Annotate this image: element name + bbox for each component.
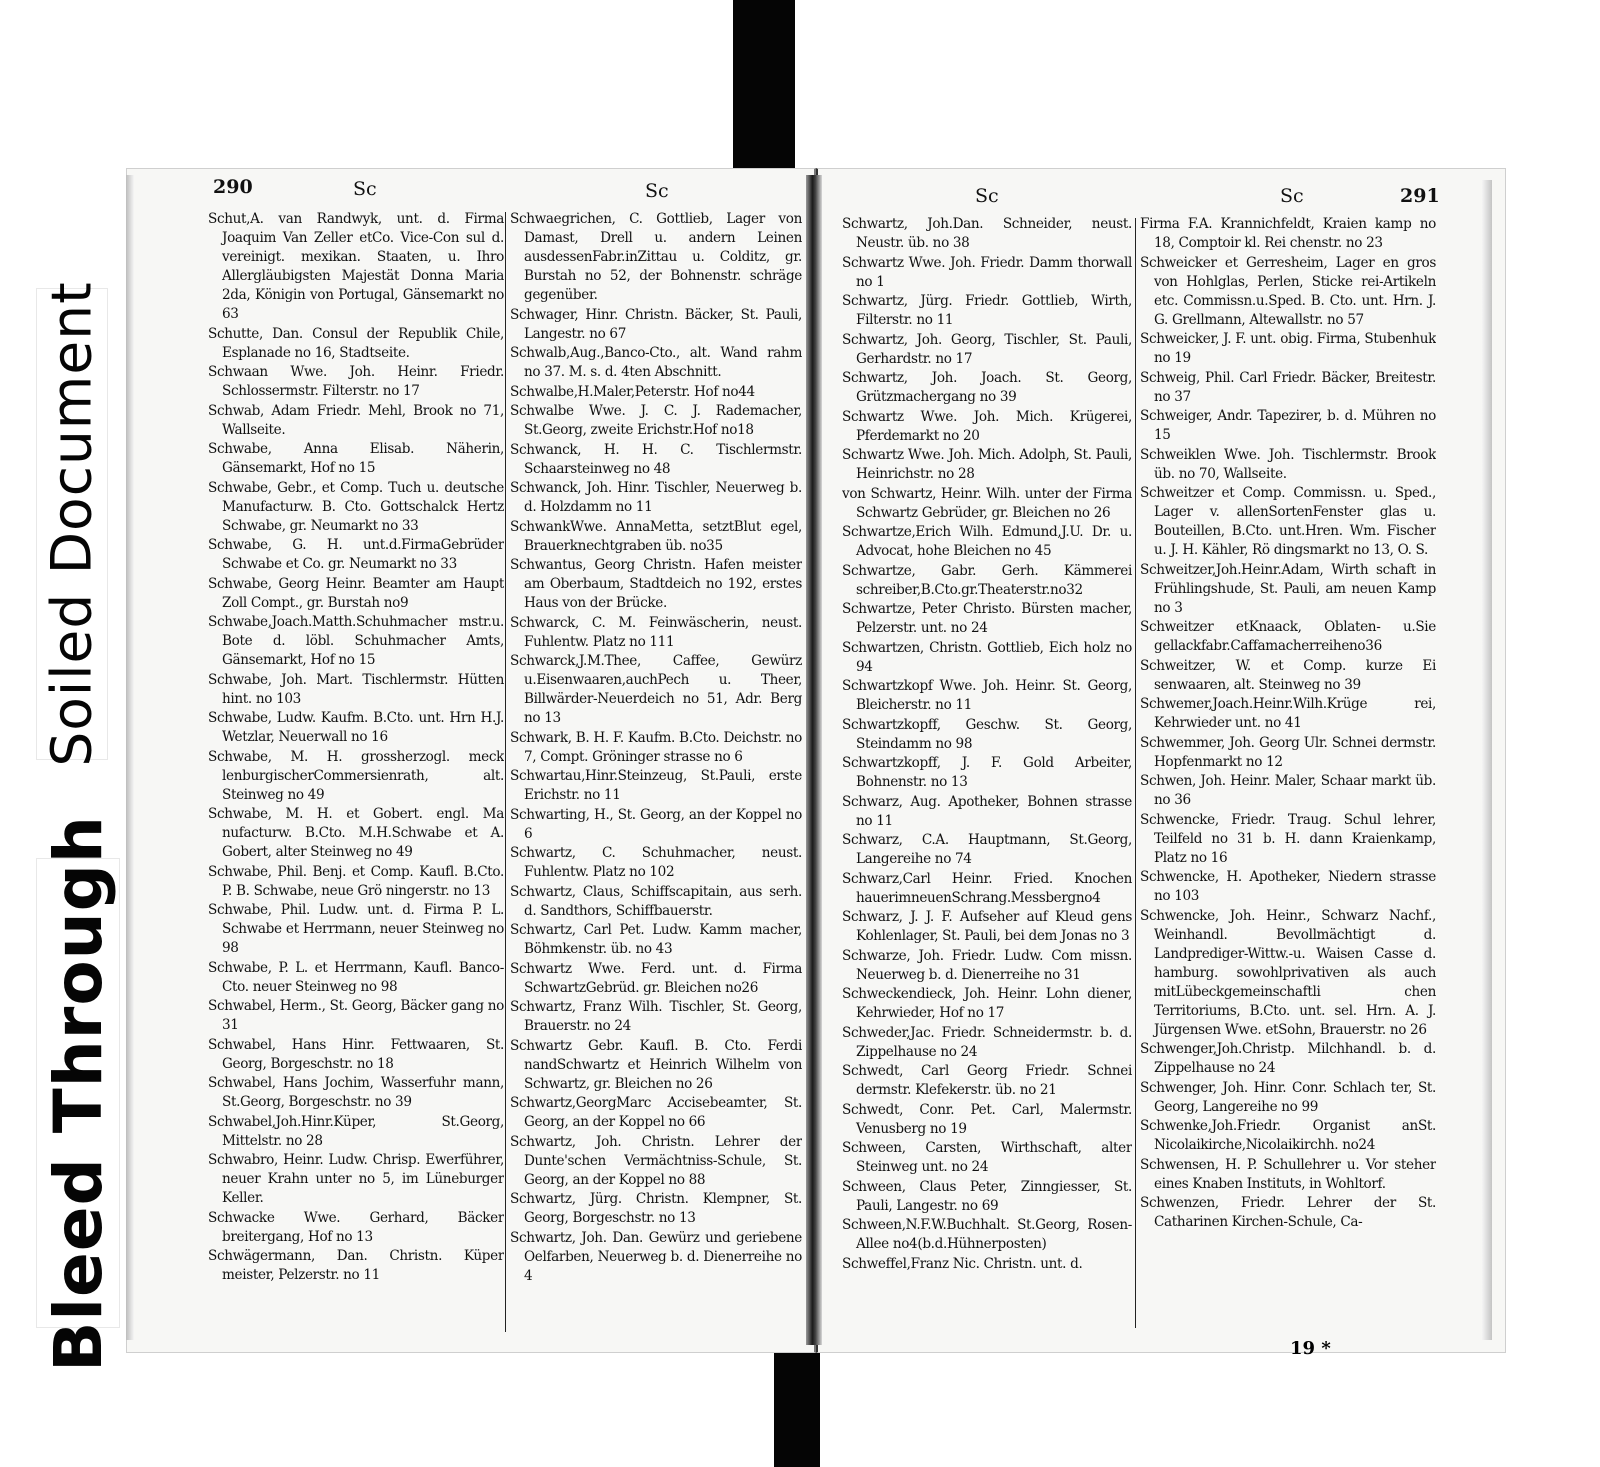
directory-entry: Schwartze, Peter Christo. Bürsten macher, Pelzerstr. unt. no 24: [842, 601, 1132, 636]
directory-entry: Schwabe,Joach.Matth.Schuhmacher mstr.u. Bote d. löbl. Schuhmacher Amts, Gänsemarkt, Hof no 15: [208, 614, 504, 668]
directory-entry: Schwedt, Carl Georg Friedr. Schnei dermstr. Klefekerstr. üb. no 21: [842, 1063, 1132, 1098]
directory-entry: Schweig, Phil. Carl Friedr. Bäcker, Breitestr. no 37: [1140, 369, 1436, 405]
binding-tape-bottom: [774, 1342, 820, 1467]
directory-entry: Schwenzen, Friedr. Lehrer der St. Catharinen Kirchen-Schule, Ca-: [1140, 1195, 1436, 1230]
directory-entry: Schwabro, Heinr. Ludw. Chrisp. Ewerführer, neuer Krahn unter no 5, im Lüneburger Keller.: [208, 1152, 504, 1206]
directory-entry: Schwaegrichen, C. Gottlieb, Lager von Damast, Drell u. andern Leinen ausdessenFabr.inZittau u. Colditz, gr. Burstah no 52, der Bohnenstr. schräge gegenüber.: [510, 211, 802, 303]
directory-entry: Schweder,Jac. Friedr. Schneidermstr. b. d. Zippelhause no 24: [842, 1024, 1132, 1060]
directory-entry: Schwabe, M. H. grossherzogl. meck lenburgischerCommersienrath, alt. Steinweg no 49: [208, 748, 504, 803]
directory-entry: Schutte, Dan. Consul der Republik Chile, Esplanade no 16, Stadtseite.: [208, 325, 504, 361]
directory-entry: Schweicker, J. F. unt. obig. Firma, Stubenhuk no 19: [1140, 331, 1436, 366]
directory-entry: Schwarz, Aug. Apotheker, Bohnen strasse no 11: [842, 793, 1132, 829]
directory-entry: Schweitzer etKnaack, Oblaten- u.Sie gellackfabr.Caffamacherreiheno36: [1140, 619, 1436, 654]
left-page-number: 290: [213, 176, 253, 198]
directory-entry: Schwabe, Anna Elisab. Näherin, Gänsemarkt, Hof no 15: [208, 441, 504, 476]
left-page-edge: [126, 175, 134, 1340]
directory-entry: Schwartzkopff, J. F. Gold Arbeiter, Bohnenstr. no 13: [842, 755, 1132, 790]
directory-entry: Schwabel, Herm., St. Georg, Bäcker gang no 31: [208, 998, 504, 1033]
left-page-column-b: [510, 210, 802, 1340]
right-header-b: Sc: [1280, 185, 1304, 207]
directory-entry: Schweiklen Wwe. Joh. Tischlermstr. Brook üb. no 70, Wallseite.: [1140, 446, 1436, 482]
directory-entry: Schwartz, Joh. Dan. Gewürz und geriebene Oelfarben, Neuerweg b. d. Dienerreihe no 4: [510, 1229, 802, 1284]
directory-entry: Schwartz, Joh.Dan. Schneider, neust. Neustr. üb. no 38: [842, 216, 1132, 251]
right-page-column-a: [842, 215, 1132, 1340]
directory-entry: Schwemer,Joach.Heinr.Wilh.Krüge rei, Kehrwieder unt. no 41: [1140, 696, 1436, 731]
directory-entry: Schwartz,GeorgMarc Accisebeamter, St. Georg, an der Koppel no 66: [510, 1095, 802, 1130]
directory-entry: Schweitzer, W. et Comp. kurze Ei senwaaren, alt. Steinweg no 39: [1140, 657, 1436, 693]
directory-entry: Schwalbe Wwe. J. C. J. Rademacher, St.Georg, zweite Erichstr.Hof no18: [510, 403, 802, 438]
directory-entry: Schweicker et Gerresheim, Lager en gros von Hohlglas, Perlen, Sticke rei-Artikeln etc. Commissn.u.Sped. B. Cto. unt. Hrn. J. G. Grellmann, Altewallstr. no 57: [1140, 254, 1436, 328]
directory-entry: SchwankWwe. AnnaMetta, setztBlut egel, Brauerknechtgraben üb. no35: [510, 518, 802, 554]
directory-entry: Schwark, B. H. F. Kaufm. B.Cto. Deichstr. no 7, Compt. Gröninger strasse no 6: [510, 729, 802, 765]
directory-entry: Schwarz,Carl Heinr. Fried. Knochen hauerimneuenSchrang.Messbergno4: [842, 870, 1132, 906]
directory-entry: Schweffel,Franz Nic. Christn. unt. d.: [842, 1255, 1083, 1272]
directory-entry: Schwabe, P. L. et Herrmann, Kaufl. Banco-Cto. neuer Steinweg no 98: [208, 959, 504, 995]
directory-entry: Schwartz Wwe. Joh. Mich. Adolph, St. Pauli, Heinrichstr. no 28: [842, 447, 1132, 482]
directory-entry: Schwartz Wwe. Joh. Friedr. Damm thorwall no 1: [842, 254, 1132, 290]
directory-entry: Schwencke, Friedr. Traug. Schul lehrer, Teilfeld no 31 b. H. dann Kraienkamp, Platz no 16: [1140, 811, 1436, 866]
directory-entry: Schwabe, M. H. et Gobert. engl. Ma nufacturw. B.Cto. M.H.Schwabe et A. Gobert, alter Steinweg no 49: [208, 806, 504, 860]
left-page-column-a: [208, 210, 504, 1340]
directory-entry: Schwabe, Joh. Mart. Tischlermstr. Hütten hint. no 103: [208, 671, 504, 707]
directory-entry: Schwartze, Gabr. Gerh. Kämmerei schreiber,B.Cto.gr.Theaterstr.no32: [842, 562, 1132, 598]
directory-entry: Schwedt, Conr. Pet. Carl, Malermstr. Venusberg no 19: [842, 1101, 1132, 1137]
directory-entry: Schwen, Joh. Heinr. Maler, Schaar markt üb. no 36: [1140, 773, 1436, 808]
directory-entry: Schwartzen, Christn. Gottlieb, Eich holz no 94: [842, 639, 1132, 675]
directory-entry: Schwencke, Joh. Heinr., Schwarz Nachf., Weinhandl. Bevollmächtigt d. Landprediger-Wittw.-u. Waisen Casse d. hamburg. sowohlprivativen als auch mitLübeckgemeinschaftli chen Territoriums, B.Cto. unt. sel. Hrn. A. J. Jürgensen Wwe. etSohn, Brauerstr. no 26: [1140, 907, 1436, 1038]
directory-entry: Firma F.A. Krannichfeldt, Kraien kamp no 18, Comptoir kl. Rei chenstr. no 23: [1140, 216, 1436, 251]
directory-entry: Schwarting, H., St. Georg, an der Koppel no 6: [510, 806, 802, 842]
right-header-a: Sc: [975, 185, 999, 207]
directory-entry: Schwensen, H. P. Schullehrer u. Vor steher eines Knaben Instituts, in Wohltorf.: [1140, 1156, 1436, 1192]
directory-entry: Schwartz, Carl Pet. Ludw. Kamm macher, Böhmkenstr. üb. no 43: [510, 922, 802, 957]
directory-entry: Schweitzer,Joh.Heinr.Adam, Wirth schaft in Frühlingshude, St. Pauli, am neuen Kamp no 3: [1140, 561, 1436, 616]
left-column-rule: [505, 212, 506, 1332]
directory-entry: Schwager, Hinr. Christn. Bäcker, St. Pauli, Langestr. no 67: [510, 306, 802, 342]
directory-entry: Schwabe, Georg Heinr. Beamter am Haupt Zoll Compt., gr. Burstah no9: [208, 575, 504, 611]
directory-entry: Schwabel, Hans Hinr. Fettwaaren, St. Georg, Borgeschstr. no 18: [208, 1036, 504, 1072]
directory-entry: Schwarck, C. M. Feinwäscherin, neust. Fuhlentw. Platz no 111: [510, 614, 802, 650]
directory-entry: Schween, Claus Peter, Zinngiesser, St. Pauli, Langestr. no 69: [842, 1178, 1132, 1214]
binding-tape-top: [733, 0, 795, 180]
book-gutter: [806, 175, 822, 1345]
directory-entry: Schwabe, Ludw. Kaufm. B.Cto. unt. Hrn H.J. Wetzlar, Neuerwall no 16: [208, 710, 504, 745]
directory-entry: Schwabel,Joh.Hinr.Küper, St.Georg, Mittelstr. no 28: [208, 1113, 504, 1149]
directory-entry: Schwencke, H. Apotheker, Niedern strasse no 103: [1140, 869, 1436, 904]
directory-entry: Schween, Carsten, Wirthschaft, alter Steinweg unt. no 24: [842, 1140, 1132, 1175]
directory-entry: Schwartz Wwe. Ferd. unt. d. Firma SchwartzGebrüd. gr. Bleichen no26: [510, 960, 802, 996]
directory-entry: Schwartz, Claus, Schiffscapitain, aus serh. d. Sandthors, Schiffbauerstr.: [510, 883, 802, 919]
directory-entry: Schwartze,Erich Wilh. Edmund,J.U. Dr. u. Advocat, hohe Bleichen no 45: [842, 524, 1132, 559]
directory-entry: Schwabel, Hans Jochim, Wasserfuhr mann, St.Georg, Borgeschstr. no 39: [208, 1075, 504, 1110]
directory-entry: Schwabe, Phil. Ludw. unt. d. Firma P. L. Schwabe et Herrmann, neuer Steinweg no 98: [208, 902, 504, 956]
directory-entry: Schwenke,Joh.Friedr. Organist anSt. Nicolaikirche,Nicolaikirchh. no24: [1140, 1118, 1436, 1153]
right-page-edge: [1482, 180, 1492, 1340]
directory-entry: Schweiger, Andr. Tapezirer, b. d. Mühren no 15: [1140, 408, 1436, 443]
directory-entry: Schwarck,J.M.Thee, Caffee, Gewürz u.Eisenwaaren,auchPech u. Theer, Billwärder-Neuerdeich no 51, Adr. Berg no 13: [510, 653, 802, 726]
soiled-document-label: Soiled Document: [40, 281, 105, 767]
directory-entry: von Schwartz, Heinr. Wilh. unter der Firma Schwartz Gebrüder, gr. Bleichen no 26: [842, 485, 1132, 521]
directory-entry: Schwabe, Phil. Benj. et Comp. Kaufl. B.Cto. P. B. Schwabe, neue Grö ningerstr. no 13: [208, 863, 504, 899]
directory-entry: Schwarz, J. J. F. Aufseher auf Kleud gens Kohlenlager, St. Pauli, bei dem Jonas no 3: [842, 909, 1132, 944]
directory-entry: Schwabe, G. H. unt.d.FirmaGebrüder Schwabe et Co. gr. Neumarkt no 33: [208, 537, 504, 572]
signature-mark: 19 *: [1290, 1338, 1331, 1359]
directory-entry: Schwartz, Jürg. Friedr. Gottlieb, Wirth, Filterstr. no 11: [842, 293, 1132, 328]
directory-entry: Schwartz Gebr. Kaufl. B. Cto. Ferdi nandSchwartz et Heinrich Wilhelm von Schwartz, gr. Bleichen no 26: [510, 1037, 802, 1092]
directory-entry: Schween,N.F.W.Buchhalt. St.Georg, Rosen-Allee no4(b.d.Hühnerposten): [842, 1217, 1132, 1252]
left-header-b: Sc: [645, 180, 669, 202]
directory-entry: Schwägermann, Dan. Christn. Küper meister, Pelzerstr. no 11: [208, 1248, 504, 1283]
directory-entry: Schwartz, Jürg. Christn. Klempner, St. Georg, Borgeschstr. no 13: [510, 1191, 802, 1226]
bleed-through-label: Bleed Through: [39, 814, 117, 1372]
directory-entry: Schwab, Adam Friedr. Mehl, Brook no 71, Wallseite.: [208, 402, 504, 438]
directory-entry: Schweitzer et Comp. Commissn. u. Sped., Lager v. allenSortenFenster glas u. Bouteillen, B.Cto. unt.Hren. Wm. Fischer u. J. H. Kähler, Rö dingsmarkt no 13, O. S.: [1140, 485, 1436, 558]
directory-entry: Schweckendieck, Joh. Heinr. Lohn diener, Kehrwieder, Hof no 17: [842, 986, 1132, 1021]
directory-entry: Schwartzkopff, Geschw. St. Georg, Steindamm no 98: [842, 716, 1132, 752]
directory-entry: Schwartz Wwe. Joh. Mich. Krügerei, Pferdemarkt no 20: [842, 408, 1132, 444]
directory-entry: Schwantus, Georg Christn. Hafen meister am Oberbaum, Stadtdeich no 192, erstes Haus von der Brücke.: [510, 557, 802, 611]
soiled-document-stamp: [36, 281, 108, 767]
bleed-through-stamp: [36, 814, 120, 1372]
right-column-rule: [1135, 218, 1136, 1328]
directory-entry: Schwalb,Aug.,Banco-Cto., alt. Wand rahm no 37. M. s. d. 4ten Abschnitt.: [510, 345, 802, 380]
left-header-a: Sc: [353, 178, 377, 200]
directory-entry: Schwacke Wwe. Gerhard, Bäcker breitergang, Hof no 13: [208, 1209, 504, 1245]
directory-entry: Schwaan Wwe. Joh. Heinr. Friedr. Schlossermstr. Filterstr. no 17: [208, 364, 504, 399]
directory-entry: Schwarze, Joh. Friedr. Ludw. Com missn. Neuerweg b. d. Dienerreihe no 31: [842, 947, 1132, 983]
directory-entry: Schwartz, Joh. Joach. St. Georg, Grützmachergang no 39: [842, 370, 1132, 405]
right-page-number: 291: [1400, 185, 1440, 207]
directory-entry: Schwartau,Hinr.Steinzeug, St.Pauli, erste Erichstr. no 11: [510, 768, 802, 803]
directory-entry: Schwartz, Franz Wilh. Tischler, St. Georg, Brauerstr. no 24: [510, 999, 802, 1034]
directory-entry: Schwenger, Joh. Hinr. Conr. Schlach ter, St. Georg, Langereihe no 99: [1140, 1079, 1436, 1115]
directory-entry: Schwemmer, Joh. Georg Ulr. Schnei dermstr. Hopfenmarkt no 12: [1140, 734, 1436, 770]
directory-entry: Schwarz, C.A. Hauptmann, St.Georg, Langereihe no 74: [842, 832, 1132, 867]
directory-entry: Schwartz, Joh. Georg, Tischler, St. Pauli, Gerhardstr. no 17: [842, 331, 1132, 367]
directory-entry: Schwanck, Joh. Hinr. Tischler, Neuerweg b. d. Holzdamm no 11: [510, 480, 802, 515]
directory-entry: Schwalbe,H.Maler,Peterstr. Hof no44: [510, 383, 755, 400]
directory-entry: Schwartzkopf Wwe. Joh. Heinr. St. Georg, Bleicherstr. no 11: [842, 678, 1132, 713]
directory-entry: Schwartz, Joh. Christn. Lehrer der Dunte'schen Vermächtniss-Schule, St. Georg, an der Koppel no 88: [510, 1133, 802, 1188]
directory-entry: Schut,A. van Randwyk, unt. d. Firma Joaquim Van Zeller etCo. Vice-Con sul d. vereinigt. mexikan. Staaten, u. Ihro Allergläubigsten Majestät Donna Maria 2da, Königin von Portugal, Gänsemarkt no 63: [208, 211, 504, 322]
directory-entry: Schwanck, H. H. C. Tischlermstr. Schaarsteinweg no 48: [510, 441, 802, 477]
right-page-column-b: [1140, 215, 1436, 1340]
directory-entry: Schwabe, Gebr., et Comp. Tuch u. deutsche Manufacturw. B. Cto. Gottschalck Hertz Schwabe, gr. Neumarkt no 33: [208, 479, 504, 534]
directory-entry: Schwartz, C. Schuhmacher, neust. Fuhlentw. Platz no 102: [510, 845, 802, 880]
directory-entry: Schwenger,Joh.Christp. Milchhandl. b. d. Zippelhause no 24: [1140, 1041, 1436, 1076]
